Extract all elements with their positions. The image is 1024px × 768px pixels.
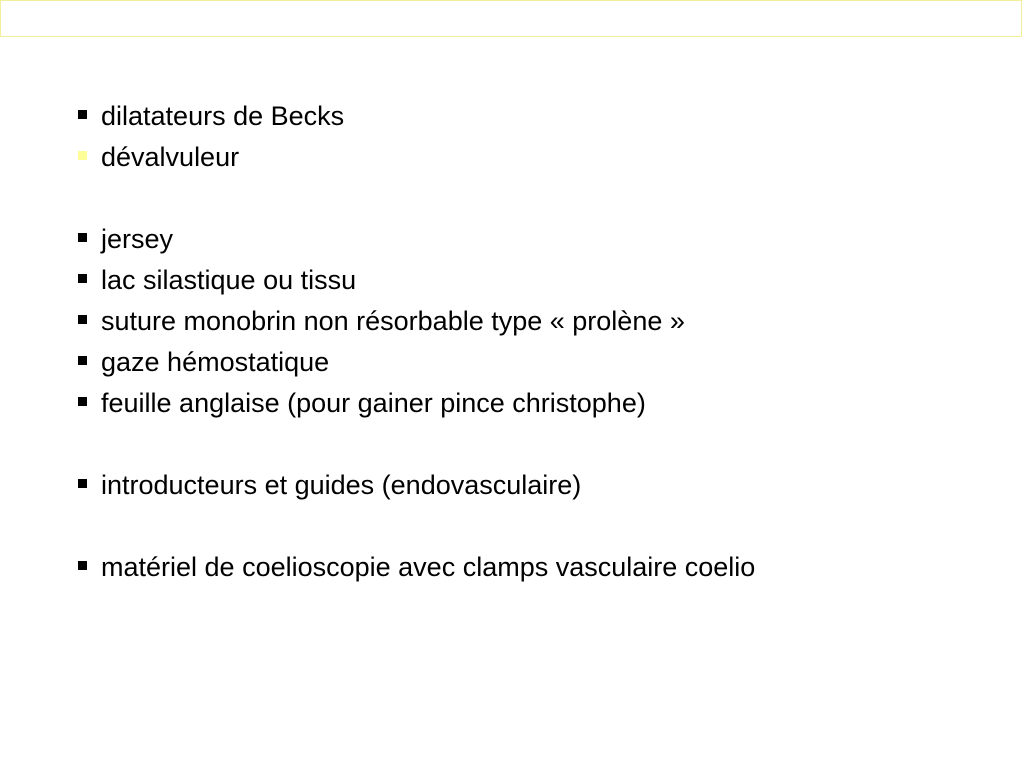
list-item-text: dilatateurs de Becks — [101, 101, 345, 131]
square-bullet-icon — [78, 274, 87, 283]
list-item — [78, 342, 755, 383]
list-item-text: introducteurs et guides (endovasculaire) — [101, 470, 582, 500]
list-item — [78, 547, 755, 588]
list-item-text: lac silastique ou tissu — [101, 265, 357, 295]
list-item — [78, 96, 755, 137]
slide-title-box — [0, 0, 1022, 37]
square-bullet-icon — [78, 561, 87, 570]
square-bullet-icon — [78, 479, 87, 488]
list-item — [78, 137, 755, 178]
square-bullet-icon — [78, 233, 87, 242]
square-bullet-icon — [78, 110, 87, 119]
square-bullet-icon — [78, 315, 87, 324]
square-bullet-icon — [78, 151, 87, 160]
list-item — [78, 219, 755, 260]
list-item-text: jersey — [101, 224, 174, 254]
list-item-text: matériel de coelioscopie avec clamps vasculaire coelio — [101, 552, 756, 582]
list-spacer — [78, 424, 755, 465]
bullet-list — [78, 96, 755, 588]
list-item — [78, 260, 755, 301]
list-spacer — [78, 178, 755, 219]
list-item-text: gaze hémostatique — [101, 347, 330, 377]
list-item — [78, 383, 755, 424]
list-item — [78, 301, 755, 342]
square-bullet-icon — [78, 356, 87, 365]
list-item-text: dévalvuleur — [101, 142, 240, 172]
list-item — [78, 465, 755, 506]
list-item-text: feuille anglaise (pour gainer pince christophe) — [101, 388, 646, 418]
list-item-text: suture monobrin non résorbable type « prolène » — [101, 306, 685, 336]
list-spacer — [78, 506, 755, 547]
square-bullet-icon — [78, 397, 87, 406]
